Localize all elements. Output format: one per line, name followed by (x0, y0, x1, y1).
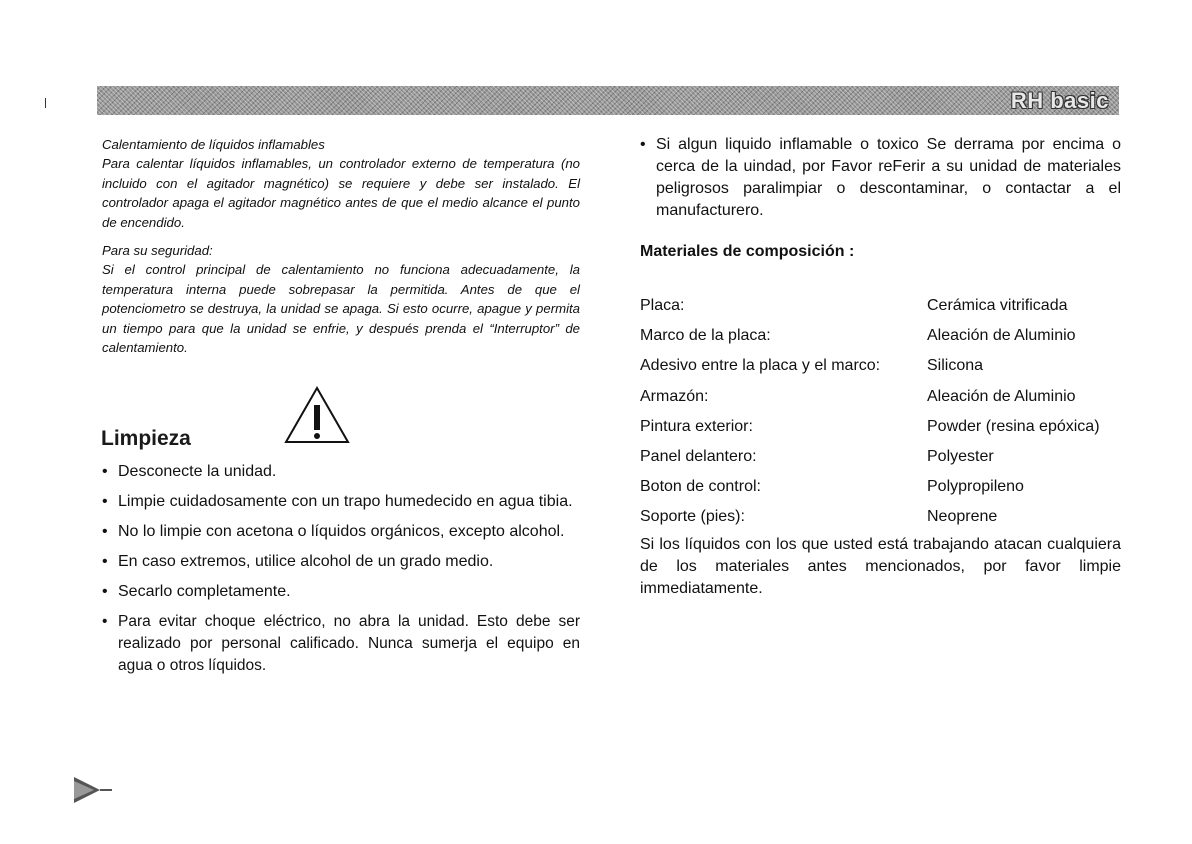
list-item: • Secarlo completamente. (102, 581, 580, 603)
safety-title: Para su seguridad: (102, 243, 213, 258)
table-row (640, 321, 1121, 351)
part-name: Panel delantero: (640, 448, 757, 466)
list-item: • Desconecte la unidad. (102, 461, 580, 483)
flammable-title: Calentamiento de líquidos inflamables (102, 137, 325, 152)
table-row (640, 351, 1121, 381)
spill-note: • Si algun liquido inflamable o toxico Se derrama por encima o cerca de la uindad, por Favor reFerir a su unidad de materiales peligrosos paralimpiar o descontaminar, o contactar a el manufacturero. (640, 134, 1121, 222)
page-arrow-icon[interactable] (72, 775, 114, 805)
list-item: • En caso extremos, utilice alcohol de un grado medio. (102, 551, 580, 573)
material-name: Neoprene (927, 508, 998, 526)
materials-table (640, 291, 1121, 533)
warning-triangle-icon (283, 385, 351, 445)
list-item: • Limpie cuidadosamente con un trapo humedecido en agua tibia. (102, 491, 580, 513)
material-name: Cerámica vitrificada (927, 297, 1068, 315)
flammable-body: Para calentar líquidos inflamables, un controlador externo de temperatura (no incluido con el agitador magnético) se requiere y debe ser instalado. El controlador apaga el agitador magnético antes de que el medio alcance el punto de encendido. (102, 156, 580, 230)
part-name: Boton de control: (640, 478, 761, 496)
materials-closing: Si los líquidos con los que usted está trabajando atacan cualquiera de los materiales antes mencionados, por favor limpie immediatamente. (640, 536, 1121, 597)
spill-list (640, 134, 1121, 222)
material-name: Aleación de Aluminio (927, 327, 1076, 345)
table-row (640, 472, 1121, 502)
table-row (640, 291, 1121, 321)
header-band (97, 86, 1119, 115)
part-name: Adesivo entre la placa y el marco: (640, 357, 881, 375)
cleaning-list (102, 461, 580, 685)
list-item: • No lo limpie con acetona o líquidos orgánicos, excepto alcohol. (102, 521, 580, 543)
part-name: Pintura exterior: (640, 417, 753, 435)
table-row (640, 502, 1121, 532)
part-name: Soporte (pies): (640, 508, 745, 526)
table-row (640, 382, 1121, 412)
material-name: Aleación de Aluminio (927, 387, 1076, 405)
margin-mark (45, 98, 46, 108)
material-name: Silicona (927, 357, 984, 375)
table-row (640, 442, 1121, 472)
material-name: Polyester (927, 448, 994, 466)
part-name: Placa: (640, 297, 685, 315)
safety-body: Si el control principal de calentamiento no funciona adecuadamente, la temperatura interna puede sobrepasar la permitida. Antes de que el potenciometro se destruya, la unidad se apaga. Si esto ocurre, apague y permita un tiempo para que la unidad se enfrie, y después prenda el “Interruptor” de calentamiento. (102, 262, 580, 355)
header-label: RH basic (1010, 88, 1109, 113)
table-row (640, 412, 1121, 442)
material-name: Powder (resina epóxica) (927, 417, 1100, 435)
materials-title: Materiales de composición : (640, 243, 855, 260)
list-item: • Para evitar choque eléctrico, no abra la unidad. Esto debe ser realizado por personal calificado. Nunca sumerja el equipo en agua o otros líquidos. (102, 611, 580, 677)
part-name: Armazón: (640, 387, 709, 405)
material-name: Polypropileno (927, 478, 1024, 496)
part-name: Marco de la placa: (640, 327, 771, 345)
section-title-cleaning: Limpieza (101, 427, 191, 450)
